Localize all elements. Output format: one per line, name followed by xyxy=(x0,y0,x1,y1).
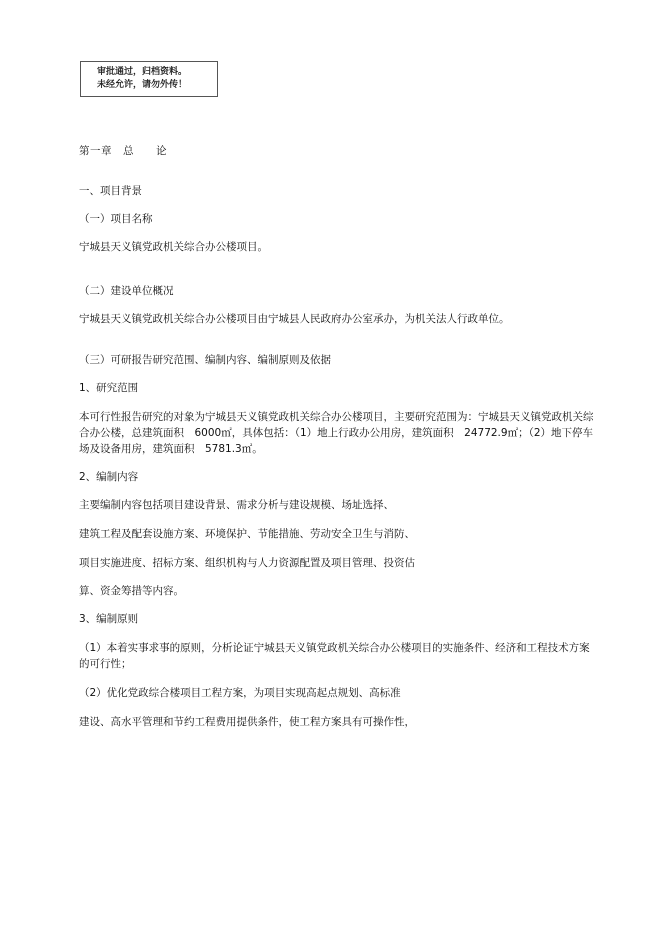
principle-1-paragraph: （1）本着实事求事的原则，分析论证宁城县天义镇党政机关综合办公楼项目的实施条件、经济和工程技术方案的可行性； xyxy=(79,642,590,670)
chapter-title: 第一章 总 论 xyxy=(79,145,167,157)
content-line-2: 建筑工程及配套设施方案、环境保护、节能措施、劳动安全卫生与消防、 xyxy=(79,528,415,540)
section-1-title: 一、项目背景 xyxy=(79,185,142,197)
principle-2-line-1: （2）优化党政综合楼项目工程方案，为项目实现高起点规划、高标准 xyxy=(79,687,401,699)
principle-2-line-2: 建设、高水平管理和节约工程费用提供条件，使工程方案具有可操作性， xyxy=(79,716,415,728)
unit-overview-text: 宁城县天义镇党政机关综合办公楼项目由宁城县人民政府办公室承办，为机关法人行政单位。 xyxy=(79,313,510,325)
subsection-1-title: （一）项目名称 xyxy=(79,213,153,225)
subsection-3-title: （三）可研报告研究范围、编制内容、编制原则及依据 xyxy=(79,354,331,366)
project-name-text: 宁城县天义镇党政机关综合办公楼项目。 xyxy=(79,241,268,253)
notice-line-1: 审批通过，归档资料。 xyxy=(97,67,188,77)
content-line-1: 主要编制内容包括项目建设背景、需求分析与建设规模、场址选择、 xyxy=(79,499,394,511)
scope-paragraph: 本可行性报告研究的对象为宁城县天义镇党政机关综合办公楼项目，主要研究范围为：宁城县天义镇党政机关综合办公楼，总建筑面积 6000㎡，具体包括：（1）地上行政办公用房，建筑面积 24772.9㎡；（2）地下停车场及设备用房，建筑面积 5781.3㎡。 xyxy=(79,411,594,455)
content-line-3: 项目实施进度、招标方案、组织机构与人力资源配置及项目管理、投资估 xyxy=(79,557,415,569)
notice-line-2: 未经允许，请勿外传！ xyxy=(97,80,188,90)
content-title: 2、编制内容 xyxy=(79,471,139,483)
confidential-notice-box xyxy=(80,61,218,97)
subsection-2-title: （二）建设单位概况 xyxy=(79,285,174,297)
content-line-4: 算、资金筹措等内容。 xyxy=(79,585,184,597)
scope-title: 1、研究范围 xyxy=(79,382,139,394)
principle-title: 3、编制原则 xyxy=(79,613,139,625)
